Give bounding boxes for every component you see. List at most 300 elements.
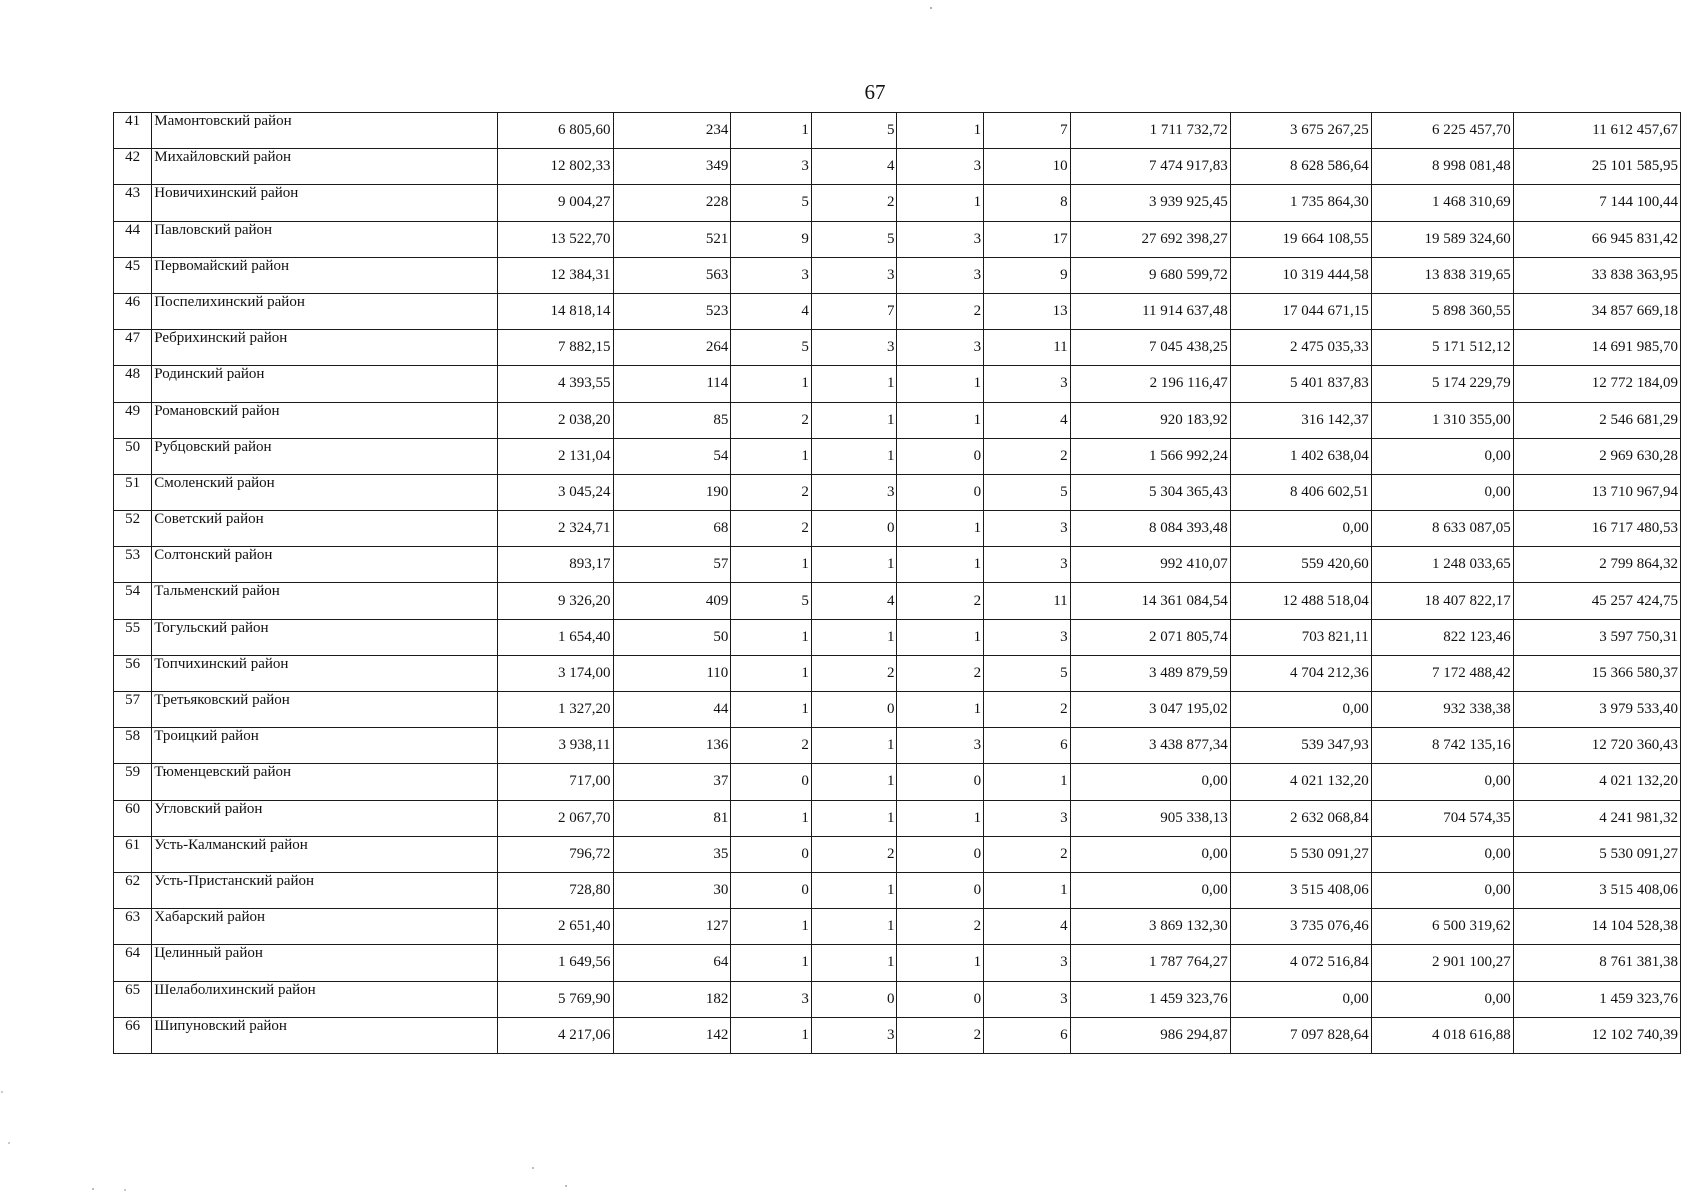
row-number-cell: 55 <box>114 619 152 655</box>
amount-cell: 3 939 925,45 <box>1070 185 1230 221</box>
row-number-cell: 62 <box>114 872 152 908</box>
value-cell: 2 <box>731 728 812 764</box>
total-cell: 3 597 750,31 <box>1513 619 1680 655</box>
value-cell: 3 <box>897 221 984 257</box>
amount-cell: 2 071 805,74 <box>1070 619 1230 655</box>
district-table <box>113 112 1681 1054</box>
value-cell: 1 <box>984 764 1071 800</box>
value-cell: 1 <box>731 619 812 655</box>
district-name-cell: Хабарский район <box>152 909 497 945</box>
value-cell: 2 651,40 <box>497 909 613 945</box>
amount-cell: 1 711 732,72 <box>1070 113 1230 149</box>
amount-cell: 5 171 512,12 <box>1371 330 1513 366</box>
total-cell: 5 530 091,27 <box>1513 836 1680 872</box>
total-cell: 25 101 585,95 <box>1513 149 1680 185</box>
value-cell: 6 <box>984 728 1071 764</box>
value-cell: 2 <box>731 511 812 547</box>
amount-cell: 1 468 310,69 <box>1371 185 1513 221</box>
value-cell: 3 938,11 <box>497 728 613 764</box>
amount-cell: 19 664 108,55 <box>1230 221 1371 257</box>
amount-cell: 0,00 <box>1070 764 1230 800</box>
amount-cell: 8 084 393,48 <box>1070 511 1230 547</box>
value-cell: 2 324,71 <box>497 511 613 547</box>
value-cell: 2 <box>897 655 984 691</box>
total-cell: 45 257 424,75 <box>1513 583 1680 619</box>
district-name-cell: Смоленский район <box>152 474 497 510</box>
district-name-cell: Шелаболихинский район <box>152 981 497 1017</box>
value-cell: 2 <box>811 836 897 872</box>
amount-cell: 0,00 <box>1230 692 1371 728</box>
value-cell: 234 <box>613 113 731 149</box>
value-cell: 0 <box>811 981 897 1017</box>
table-body <box>114 113 1681 1054</box>
value-cell: 5 <box>984 655 1071 691</box>
value-cell: 2 <box>984 438 1071 474</box>
row-number-cell: 53 <box>114 547 152 583</box>
amount-cell: 822 123,46 <box>1371 619 1513 655</box>
amount-cell: 0,00 <box>1230 981 1371 1017</box>
value-cell: 57 <box>613 547 731 583</box>
value-cell: 1 <box>897 800 984 836</box>
value-cell: 1 <box>897 185 984 221</box>
value-cell: 3 <box>811 474 897 510</box>
row-number-cell: 44 <box>114 221 152 257</box>
value-cell: 9 004,27 <box>497 185 613 221</box>
district-name-cell: Поспелихинский район <box>152 293 497 329</box>
district-name-cell: Тальменский район <box>152 583 497 619</box>
value-cell: 1 <box>731 1017 812 1053</box>
value-cell: 114 <box>613 366 731 402</box>
value-cell: 3 045,24 <box>497 474 613 510</box>
row-number-cell: 42 <box>114 149 152 185</box>
value-cell: 349 <box>613 149 731 185</box>
amount-cell: 11 914 637,48 <box>1070 293 1230 329</box>
district-name-cell: Топчихинский район <box>152 655 497 691</box>
row-number-cell: 54 <box>114 583 152 619</box>
value-cell: 0 <box>897 872 984 908</box>
row-number-cell: 61 <box>114 836 152 872</box>
table-row <box>114 402 1681 438</box>
table-row <box>114 619 1681 655</box>
amount-cell: 7 474 917,83 <box>1070 149 1230 185</box>
value-cell: 0 <box>731 872 812 908</box>
table-row <box>114 583 1681 619</box>
value-cell: 2 <box>897 1017 984 1053</box>
amount-cell: 5 174 229,79 <box>1371 366 1513 402</box>
amount-cell: 932 338,38 <box>1371 692 1513 728</box>
amount-cell: 992 410,07 <box>1070 547 1230 583</box>
value-cell: 5 769,90 <box>497 981 613 1017</box>
value-cell: 1 654,40 <box>497 619 613 655</box>
value-cell: 3 <box>897 149 984 185</box>
value-cell: 3 <box>984 945 1071 981</box>
amount-cell: 703 821,11 <box>1230 619 1371 655</box>
amount-cell: 27 692 398,27 <box>1070 221 1230 257</box>
value-cell: 182 <box>613 981 731 1017</box>
value-cell: 35 <box>613 836 731 872</box>
table-row <box>114 438 1681 474</box>
table-row <box>114 728 1681 764</box>
amount-cell: 9 680 599,72 <box>1070 257 1230 293</box>
value-cell: 11 <box>984 583 1071 619</box>
total-cell: 4 241 981,32 <box>1513 800 1680 836</box>
amount-cell: 6 500 319,62 <box>1371 909 1513 945</box>
table-row <box>114 800 1681 836</box>
district-name-cell: Солтонский район <box>152 547 497 583</box>
value-cell: 3 <box>897 257 984 293</box>
value-cell: 12 802,33 <box>497 149 613 185</box>
value-cell: 44 <box>613 692 731 728</box>
value-cell: 37 <box>613 764 731 800</box>
row-number-cell: 41 <box>114 113 152 149</box>
value-cell: 1 <box>731 366 812 402</box>
value-cell: 17 <box>984 221 1071 257</box>
row-number-cell: 47 <box>114 330 152 366</box>
value-cell: 728,80 <box>497 872 613 908</box>
value-cell: 3 <box>731 257 812 293</box>
amount-cell: 3 735 076,46 <box>1230 909 1371 945</box>
row-number-cell: 66 <box>114 1017 152 1053</box>
value-cell: 9 <box>984 257 1071 293</box>
value-cell: 50 <box>613 619 731 655</box>
district-name-cell: Третьяковский район <box>152 692 497 728</box>
value-cell: 2 038,20 <box>497 402 613 438</box>
row-number-cell: 51 <box>114 474 152 510</box>
amount-cell: 6 225 457,70 <box>1371 113 1513 149</box>
row-number-cell: 49 <box>114 402 152 438</box>
amount-cell: 7 172 488,42 <box>1371 655 1513 691</box>
value-cell: 2 <box>811 185 897 221</box>
total-cell: 13 710 967,94 <box>1513 474 1680 510</box>
value-cell: 1 <box>811 945 897 981</box>
value-cell: 81 <box>613 800 731 836</box>
value-cell: 3 <box>811 330 897 366</box>
table-row <box>114 1017 1681 1053</box>
value-cell: 1 <box>731 438 812 474</box>
value-cell: 2 <box>897 583 984 619</box>
value-cell: 14 818,14 <box>497 293 613 329</box>
amount-cell: 4 021 132,20 <box>1230 764 1371 800</box>
value-cell: 85 <box>613 402 731 438</box>
amount-cell: 1 248 033,65 <box>1371 547 1513 583</box>
amount-cell: 1 459 323,76 <box>1070 981 1230 1017</box>
value-cell: 11 <box>984 330 1071 366</box>
value-cell: 1 <box>731 945 812 981</box>
value-cell: 6 <box>984 1017 1071 1053</box>
table-row <box>114 655 1681 691</box>
amount-cell: 5 530 091,27 <box>1230 836 1371 872</box>
amount-cell: 316 142,37 <box>1230 402 1371 438</box>
table-row <box>114 981 1681 1017</box>
total-cell: 4 021 132,20 <box>1513 764 1680 800</box>
value-cell: 3 174,00 <box>497 655 613 691</box>
value-cell: 2 <box>731 402 812 438</box>
table-row <box>114 221 1681 257</box>
row-number-cell: 59 <box>114 764 152 800</box>
table-row <box>114 330 1681 366</box>
amount-cell: 17 044 671,15 <box>1230 293 1371 329</box>
value-cell: 110 <box>613 655 731 691</box>
total-cell: 14 691 985,70 <box>1513 330 1680 366</box>
value-cell: 5 <box>731 583 812 619</box>
amount-cell: 1 787 764,27 <box>1070 945 1230 981</box>
amount-cell: 0,00 <box>1070 872 1230 908</box>
value-cell: 5 <box>811 221 897 257</box>
value-cell: 5 <box>731 330 812 366</box>
value-cell: 5 <box>811 113 897 149</box>
table-row <box>114 113 1681 149</box>
value-cell: 264 <box>613 330 731 366</box>
value-cell: 717,00 <box>497 764 613 800</box>
value-cell: 1 <box>731 547 812 583</box>
value-cell: 5 <box>984 474 1071 510</box>
row-number-cell: 64 <box>114 945 152 981</box>
amount-cell: 8 628 586,64 <box>1230 149 1371 185</box>
value-cell: 2 <box>984 836 1071 872</box>
total-cell: 12 102 740,39 <box>1513 1017 1680 1053</box>
district-name-cell: Угловский район <box>152 800 497 836</box>
value-cell: 54 <box>613 438 731 474</box>
value-cell: 30 <box>613 872 731 908</box>
value-cell: 521 <box>613 221 731 257</box>
value-cell: 0 <box>731 836 812 872</box>
total-cell: 33 838 363,95 <box>1513 257 1680 293</box>
row-number-cell: 63 <box>114 909 152 945</box>
amount-cell: 986 294,87 <box>1070 1017 1230 1053</box>
value-cell: 1 <box>897 511 984 547</box>
value-cell: 1 <box>897 402 984 438</box>
value-cell: 190 <box>613 474 731 510</box>
district-name-cell: Родинский район <box>152 366 497 402</box>
table-row <box>114 836 1681 872</box>
value-cell: 127 <box>613 909 731 945</box>
row-number-cell: 58 <box>114 728 152 764</box>
amount-cell: 12 488 518,04 <box>1230 583 1371 619</box>
amount-cell: 704 574,35 <box>1371 800 1513 836</box>
amount-cell: 18 407 822,17 <box>1371 583 1513 619</box>
district-name-cell: Советский район <box>152 511 497 547</box>
value-cell: 0 <box>897 981 984 1017</box>
value-cell: 7 <box>811 293 897 329</box>
value-cell: 6 805,60 <box>497 113 613 149</box>
district-name-cell: Павловский район <box>152 221 497 257</box>
amount-cell: 0,00 <box>1371 981 1513 1017</box>
row-number-cell: 56 <box>114 655 152 691</box>
value-cell: 2 <box>897 909 984 945</box>
district-name-cell: Ребрихинский район <box>152 330 497 366</box>
value-cell: 1 <box>897 113 984 149</box>
amount-cell: 7 097 828,64 <box>1230 1017 1371 1053</box>
value-cell: 0 <box>897 438 984 474</box>
value-cell: 228 <box>613 185 731 221</box>
total-cell: 2 546 681,29 <box>1513 402 1680 438</box>
row-number-cell: 43 <box>114 185 152 221</box>
amount-cell: 3 047 195,02 <box>1070 692 1230 728</box>
total-cell: 34 857 669,18 <box>1513 293 1680 329</box>
row-number-cell: 48 <box>114 366 152 402</box>
total-cell: 3 979 533,40 <box>1513 692 1680 728</box>
row-number-cell: 65 <box>114 981 152 1017</box>
amount-cell: 1 735 864,30 <box>1230 185 1371 221</box>
total-cell: 11 612 457,67 <box>1513 113 1680 149</box>
table-row <box>114 474 1681 510</box>
amount-cell: 1 566 992,24 <box>1070 438 1230 474</box>
total-cell: 1 459 323,76 <box>1513 981 1680 1017</box>
total-cell: 66 945 831,42 <box>1513 221 1680 257</box>
value-cell: 3 <box>984 547 1071 583</box>
table-row <box>114 872 1681 908</box>
amount-cell: 2 475 035,33 <box>1230 330 1371 366</box>
table-row <box>114 366 1681 402</box>
row-number-cell: 52 <box>114 511 152 547</box>
district-name-cell: Тюменцевский район <box>152 764 497 800</box>
total-cell: 2 799 864,32 <box>1513 547 1680 583</box>
district-name-cell: Михайловский район <box>152 149 497 185</box>
value-cell: 2 <box>731 474 812 510</box>
value-cell: 2 <box>811 655 897 691</box>
table-row <box>114 547 1681 583</box>
table-row <box>114 511 1681 547</box>
value-cell: 2 067,70 <box>497 800 613 836</box>
district-name-cell: Троицкий район <box>152 728 497 764</box>
district-name-cell: Романовский район <box>152 402 497 438</box>
amount-cell: 2 196 116,47 <box>1070 366 1230 402</box>
district-name-cell: Усть-Пристанский район <box>152 872 497 908</box>
page-number: 67 <box>864 80 886 104</box>
total-cell: 12 720 360,43 <box>1513 728 1680 764</box>
amount-cell: 0,00 <box>1371 438 1513 474</box>
row-number-cell: 50 <box>114 438 152 474</box>
value-cell: 1 <box>811 909 897 945</box>
value-cell: 563 <box>613 257 731 293</box>
value-cell: 4 <box>984 909 1071 945</box>
value-cell: 9 <box>731 221 812 257</box>
amount-cell: 3 675 267,25 <box>1230 113 1371 149</box>
value-cell: 4 <box>984 402 1071 438</box>
district-name-cell: Новичихинский район <box>152 185 497 221</box>
value-cell: 0 <box>897 836 984 872</box>
row-number-cell: 57 <box>114 692 152 728</box>
value-cell: 1 <box>731 655 812 691</box>
value-cell: 0 <box>731 764 812 800</box>
value-cell: 3 <box>897 330 984 366</box>
value-cell: 7 882,15 <box>497 330 613 366</box>
amount-cell: 4 018 616,88 <box>1371 1017 1513 1053</box>
value-cell: 1 <box>731 692 812 728</box>
value-cell: 9 326,20 <box>497 583 613 619</box>
value-cell: 3 <box>731 981 812 1017</box>
value-cell: 1 <box>731 113 812 149</box>
value-cell: 2 <box>897 293 984 329</box>
total-cell: 16 717 480,53 <box>1513 511 1680 547</box>
value-cell: 1 <box>811 764 897 800</box>
table-row <box>114 692 1681 728</box>
value-cell: 1 <box>731 800 812 836</box>
value-cell: 4 393,55 <box>497 366 613 402</box>
value-cell: 893,17 <box>497 547 613 583</box>
value-cell: 1 <box>897 692 984 728</box>
value-cell: 4 217,06 <box>497 1017 613 1053</box>
value-cell: 3 <box>811 1017 897 1053</box>
total-cell: 8 761 381,38 <box>1513 945 1680 981</box>
value-cell: 1 <box>811 438 897 474</box>
amount-cell: 559 420,60 <box>1230 547 1371 583</box>
amount-cell: 3 515 408,06 <box>1230 872 1371 908</box>
value-cell: 1 <box>811 547 897 583</box>
value-cell: 3 <box>897 728 984 764</box>
row-number-cell: 45 <box>114 257 152 293</box>
value-cell: 3 <box>811 257 897 293</box>
amount-cell: 10 319 444,58 <box>1230 257 1371 293</box>
value-cell: 2 131,04 <box>497 438 613 474</box>
value-cell: 3 <box>984 511 1071 547</box>
district-name-cell: Мамонтовский район <box>152 113 497 149</box>
total-cell: 15 366 580,37 <box>1513 655 1680 691</box>
amount-cell: 2 901 100,27 <box>1371 945 1513 981</box>
amount-cell: 0,00 <box>1371 836 1513 872</box>
value-cell: 8 <box>984 185 1071 221</box>
amount-cell: 5 304 365,43 <box>1070 474 1230 510</box>
table-row <box>114 149 1681 185</box>
value-cell: 1 <box>731 909 812 945</box>
table-row <box>114 909 1681 945</box>
amount-cell: 0,00 <box>1371 872 1513 908</box>
value-cell: 13 <box>984 293 1071 329</box>
amount-cell: 5 401 837,83 <box>1230 366 1371 402</box>
value-cell: 1 <box>811 402 897 438</box>
value-cell: 1 <box>984 872 1071 908</box>
value-cell: 10 <box>984 149 1071 185</box>
amount-cell: 2 632 068,84 <box>1230 800 1371 836</box>
amount-cell: 539 347,93 <box>1230 728 1371 764</box>
amount-cell: 0,00 <box>1371 764 1513 800</box>
district-name-cell: Первомайский район <box>152 257 497 293</box>
value-cell: 1 <box>811 800 897 836</box>
value-cell: 68 <box>613 511 731 547</box>
value-cell: 1 <box>897 547 984 583</box>
value-cell: 1 <box>811 872 897 908</box>
value-cell: 1 649,56 <box>497 945 613 981</box>
value-cell: 796,72 <box>497 836 613 872</box>
value-cell: 409 <box>613 583 731 619</box>
amount-cell: 905 338,13 <box>1070 800 1230 836</box>
value-cell: 13 522,70 <box>497 221 613 257</box>
value-cell: 1 <box>811 619 897 655</box>
amount-cell: 0,00 <box>1230 511 1371 547</box>
value-cell: 3 <box>984 366 1071 402</box>
value-cell: 142 <box>613 1017 731 1053</box>
amount-cell: 0,00 <box>1070 836 1230 872</box>
amount-cell: 14 361 084,54 <box>1070 583 1230 619</box>
district-name-cell: Шипуновский район <box>152 1017 497 1053</box>
total-cell: 2 969 630,28 <box>1513 438 1680 474</box>
value-cell: 4 <box>811 583 897 619</box>
total-cell: 14 104 528,38 <box>1513 909 1680 945</box>
value-cell: 4 <box>731 293 812 329</box>
value-cell: 1 <box>811 728 897 764</box>
amount-cell: 13 838 319,65 <box>1371 257 1513 293</box>
value-cell: 0 <box>897 764 984 800</box>
value-cell: 12 384,31 <box>497 257 613 293</box>
value-cell: 1 <box>897 945 984 981</box>
value-cell: 2 <box>984 692 1071 728</box>
value-cell: 5 <box>731 185 812 221</box>
value-cell: 3 <box>984 619 1071 655</box>
value-cell: 3 <box>984 800 1071 836</box>
value-cell: 7 <box>984 113 1071 149</box>
value-cell: 0 <box>897 474 984 510</box>
total-cell: 12 772 184,09 <box>1513 366 1680 402</box>
